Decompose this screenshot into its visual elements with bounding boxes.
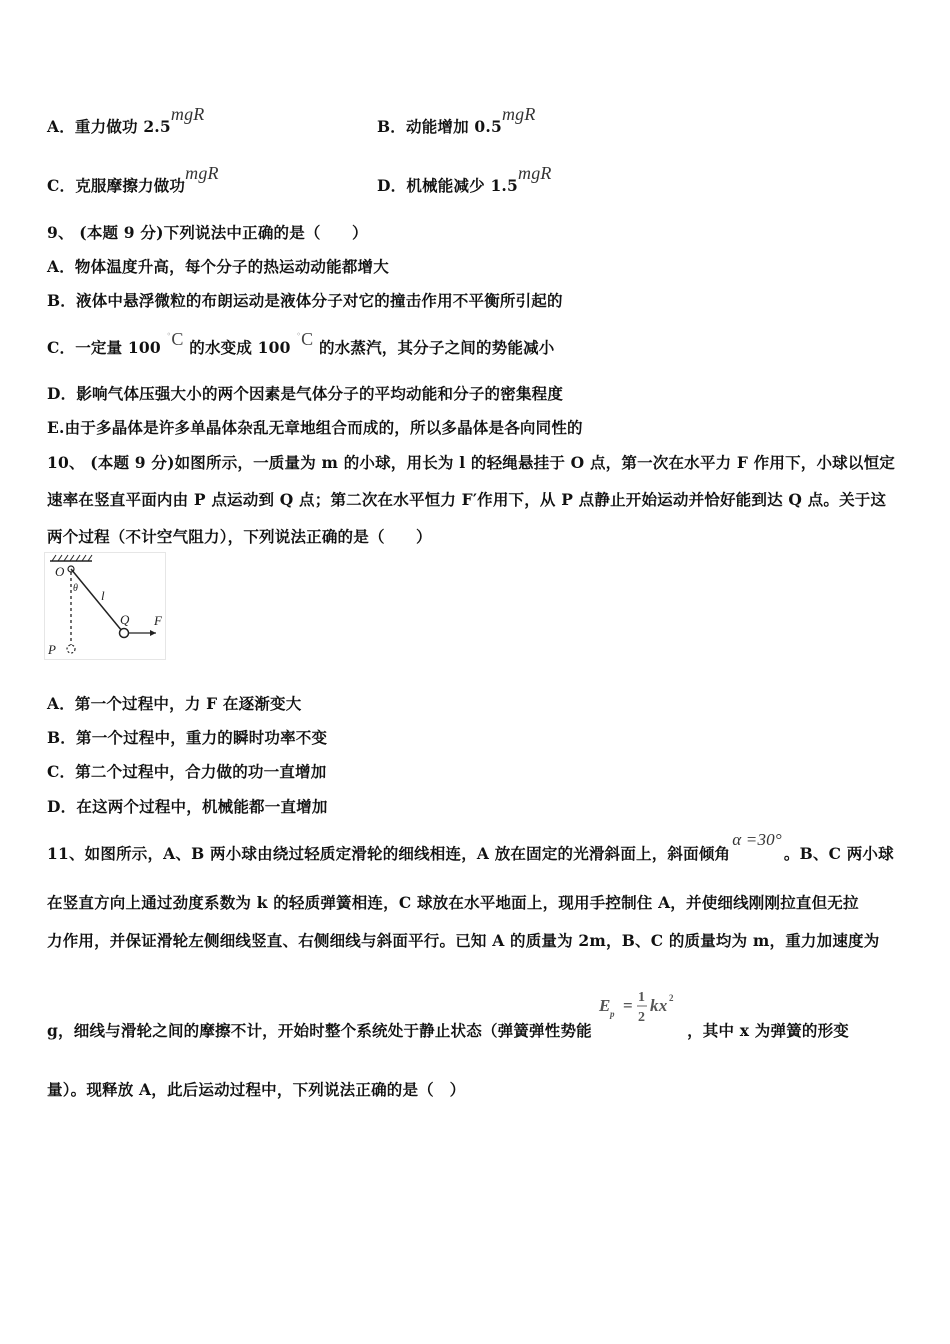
q8-option-a-math: mgR xyxy=(170,104,205,124)
q11-line1-text: 11、如图所示，A、B 两小球由绕过轻质定滑轮的细线相连，A 放在固定的光滑斜面上，斜面倾角 xyxy=(47,844,731,863)
q10-option-d: D．在这两个过程中，机械能都一直增加 xyxy=(47,797,328,816)
q8-option-c xyxy=(47,163,219,196)
q8-option-d-math: mgR xyxy=(518,163,552,183)
q11-angle: α =30° xyxy=(732,830,782,849)
q8-option-c-text: C．克服摩擦力做功 xyxy=(47,176,186,195)
q10-stem-line3: 两个过程（不计空气阻力），下列说法正确的是（ ） xyxy=(47,527,432,546)
ball-p xyxy=(67,645,75,653)
q8-option-d xyxy=(377,163,552,196)
q10-stem-line1: 10、 (本题 9 分)如图所示，一质量为 m 的小球，用长为 l 的轻绳悬挂于 O 点，第一次在水平力 F 作用下，小球以恒定 xyxy=(47,453,895,472)
q11-stem-line3: 力作用，并保证滑轮左侧细线竖直、右侧细线与斜面平行。已知 A 的质量为 2m，B、C 的质量均为 m，重力加速度为 xyxy=(47,931,880,950)
q8-option-b-text: B．动能增加 0.5 xyxy=(377,117,502,136)
q9-option-a: A．物体温度升高，每个分子的热运动动能都增大 xyxy=(47,257,389,276)
degree-celsius-1: C xyxy=(171,329,184,349)
svg-text:1: 1 xyxy=(638,990,646,1005)
q10-stem-line2: 速率在竖直平面内由 P 点运动到 Q 点；第二次在水平恒力 F′作用下，从 P 点静止开始运动并恰好能到达 Q 点。关于这 xyxy=(47,490,887,509)
q11-stem-line4 xyxy=(47,990,849,1041)
q9-option-c-part1: C．一定量 100 xyxy=(47,338,161,357)
label-theta: θ xyxy=(73,583,78,594)
q9-option-c: C．一定量 100 ◦C 的水变成 100 ◦C 的水蒸汽，其分子之间的势能减小 xyxy=(47,329,555,357)
q10-option-c: C．第二个过程中，合力做的功一直增加 xyxy=(47,762,327,781)
q9-option-c-part2: 的水变成 100 xyxy=(189,338,291,357)
q8-option-b-math: mgR xyxy=(501,104,536,124)
svg-text:2: 2 xyxy=(638,1010,646,1025)
q10-option-a: A．第一个过程中，力 F 在逐渐变大 xyxy=(47,694,302,713)
q11-line4-start: g，细线与滑轮之间的摩擦不计，开始时整个系统处于静止状态（弹簧弹性势能 xyxy=(47,1021,592,1040)
svg-text:p: p xyxy=(610,1009,616,1019)
q8-option-a xyxy=(47,104,205,137)
svg-text:2: 2 xyxy=(669,993,675,1003)
degree-celsius-2: C xyxy=(301,329,314,349)
q9-option-e: E.由于多晶体是许多单晶体杂乱无章地组合而成的，所以多晶体是各向同性的 xyxy=(47,418,583,437)
q9-option-b: B．液体中悬浮微粒的布朗运动是液体分子对它的撞击作用不平衡所引起的 xyxy=(47,291,563,310)
q8-option-b xyxy=(377,104,536,137)
q9-option-d: D．影响气体压强大小的两个因素是气体分子的平均动能和分子的密集程度 xyxy=(47,384,564,403)
label-f: F xyxy=(154,613,162,628)
label-q: Q xyxy=(120,612,130,627)
svg-text:E: E xyxy=(599,996,611,1015)
q10-option-b: B．第一个过程中，重力的瞬时功率不变 xyxy=(47,728,328,747)
pendulum-string xyxy=(71,569,122,631)
svg-text:kx: kx xyxy=(650,996,668,1015)
pendulum-figure xyxy=(44,552,166,660)
formula-svg xyxy=(597,986,681,1038)
q11-stem-line1 xyxy=(47,830,894,864)
ball-q xyxy=(120,629,129,638)
label-l: l xyxy=(101,588,105,603)
q11-line4-end: ，其中 x 为弹簧的形变 xyxy=(687,1021,849,1040)
q9-stem: 9、 (本题 9 分)下列说法中正确的是（ ） xyxy=(47,223,368,242)
label-o: O xyxy=(55,564,65,579)
q9-option-c-part3: 的水蒸汽，其分子之间的势能减小 xyxy=(318,338,555,357)
q11-line1-end: 。B、C 两小球 xyxy=(783,844,894,863)
q11-stem-line2: 在竖直方向上通过劲度系数为 k 的轻质弹簧相连，C 球放在水平地面上，现用手控制住 A，并使细线刚刚拉直但无拉 xyxy=(47,893,859,912)
q8-option-d-text: D．机械能减少 1.5 xyxy=(377,176,519,195)
q8-option-a-text: A．重力做功 2.5 xyxy=(47,117,171,136)
svg-text:=: = xyxy=(623,996,634,1015)
elastic-energy-formula xyxy=(597,990,681,1036)
q11-stem-line5: 量）。现释放 A，此后运动过程中，下列说法正确的是（ ） xyxy=(47,1080,466,1099)
label-p: P xyxy=(48,642,56,657)
force-arrowhead xyxy=(150,630,156,636)
q8-option-c-math: mgR xyxy=(185,163,219,183)
